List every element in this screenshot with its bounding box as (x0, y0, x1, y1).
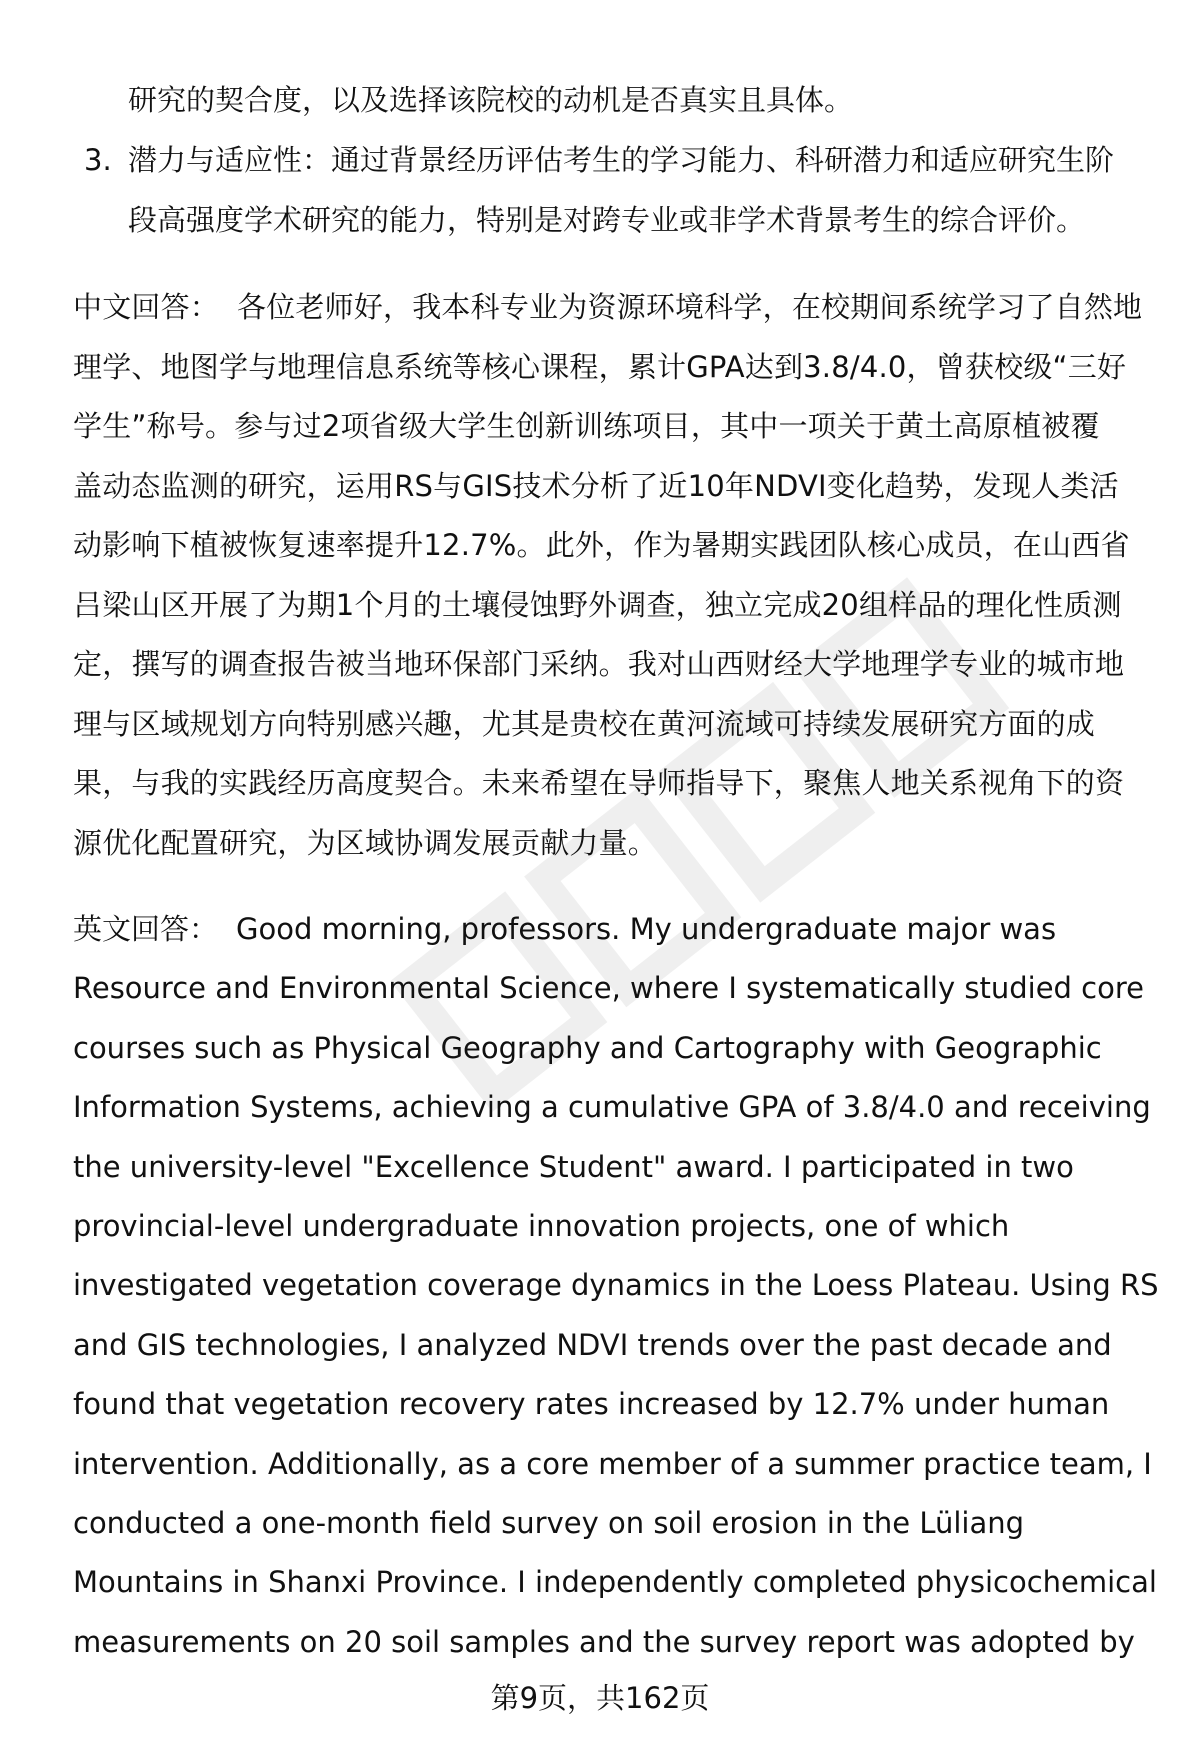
chinese-answer-line: 源优化配置研究，为区域协调发展贡献力量。 (73, 825, 658, 860)
english-answer-line: 英文回答： Good morning, professors. My undergraduate major was (73, 912, 1057, 946)
page-number-footer: 第9页，共162页 (490, 1681, 710, 1715)
chinese-answer-line: 中文回答： 各位老师好，我本科专业为资源环境科学，在校期间系统学习了自然地 (73, 290, 1143, 324)
english-answer-line: courses such as Physical Geography and Cartography with Geographic (73, 1030, 1102, 1065)
english-answer-line: conducted a one-month field survey on soil erosion in the Lüliang (73, 1506, 1025, 1541)
english-answer-line: Resource and Environmental Science, where I systematically studied core (73, 971, 1144, 1006)
english-answer-line: found that vegetation recovery rates increased by 12.7% under human (73, 1387, 1110, 1422)
english-answer-line: the university-level "Excellence Student" award. I participated in two (73, 1149, 1074, 1184)
chinese-answer-line: 学生”称号。参与过2项省级大学生创新训练项目，其中一项关于黄土高原植被覆 (73, 409, 1100, 443)
chinese-answer-line: 动影响下植被恢复速率提升12.7%。此外，作为暑期实践团队核心成员，在山西省 (73, 528, 1130, 562)
chinese-answer-line: 盖动态监测的研究，运用RS与GIS技术分析了近10年NDVI变化趋势，发现人类活 (73, 468, 1119, 503)
chinese-answer-line: 吕梁山区开展了为期1个月的土壤侵蚀野外调查，独立完成20组样品的理化性质测 (73, 587, 1122, 622)
english-answer-line: Information Systems, achieving a cumulative GPA of 3.8/4.0 and receiving (73, 1090, 1151, 1125)
english-answer-line: and GIS technologies, I analyzed NDVI trends over the past decade and (73, 1327, 1112, 1362)
chinese-answer-line: 定，撰写的调查报告被当地环保部门采纳。我对山西财经大学地理学专业的城市地 (73, 647, 1125, 681)
chinese-answer-label: 中文回答： (73, 290, 220, 324)
list-item-3-text: 潜力与适应性：通过背景经历评估考生的学习能力、科研潜力和适应研究生阶 (128, 143, 1115, 177)
chinese-answer-line: 理学、地图学与地理信息系统等核心课程，累计GPA达到3.8/4.0，曾获校级“三好 (73, 349, 1127, 384)
chinese-answer-line: 理与区域规划方向特别感兴趣，尤其是贵校在黄河流域可持续发展研究方面的成 (73, 706, 1096, 741)
chinese-answer-paragraph (73, 278, 1153, 873)
english-answer-paragraph (73, 900, 1159, 1672)
chinese-answer-line: 果，与我的实践经历高度契合。未来希望在导师指导下，聚焦人地关系视角下的资 (73, 766, 1125, 800)
list-item-3 (84, 130, 1114, 190)
english-answer-line: measurements on 20 soil samples and the survey report was adopted by (73, 1624, 1135, 1659)
english-answer-line: intervention. Additionally, as a core member of a summer practice team, I (73, 1446, 1152, 1481)
list-item-3-number: 3. (84, 143, 112, 177)
english-answer-line: investigated vegetation coverage dynamics in the Loess Plateau. Using RS (73, 1268, 1159, 1303)
english-answer-label: 英文回答： (73, 912, 219, 946)
english-answer-line: Mountains in Shanxi Province. I independently completed physicochemical (73, 1565, 1157, 1600)
english-answer-line: provincial-level undergraduate innovation projects, one of which (73, 1209, 1010, 1244)
list-item-3-continuation: 段高强度学术研究的能力，特别是对跨专业或非学术背景考生的综合评价。 (128, 203, 1086, 237)
list-item-1-continuation: 研究的契合度，以及选择该院校的动机是否真实且具体。 (128, 83, 854, 117)
